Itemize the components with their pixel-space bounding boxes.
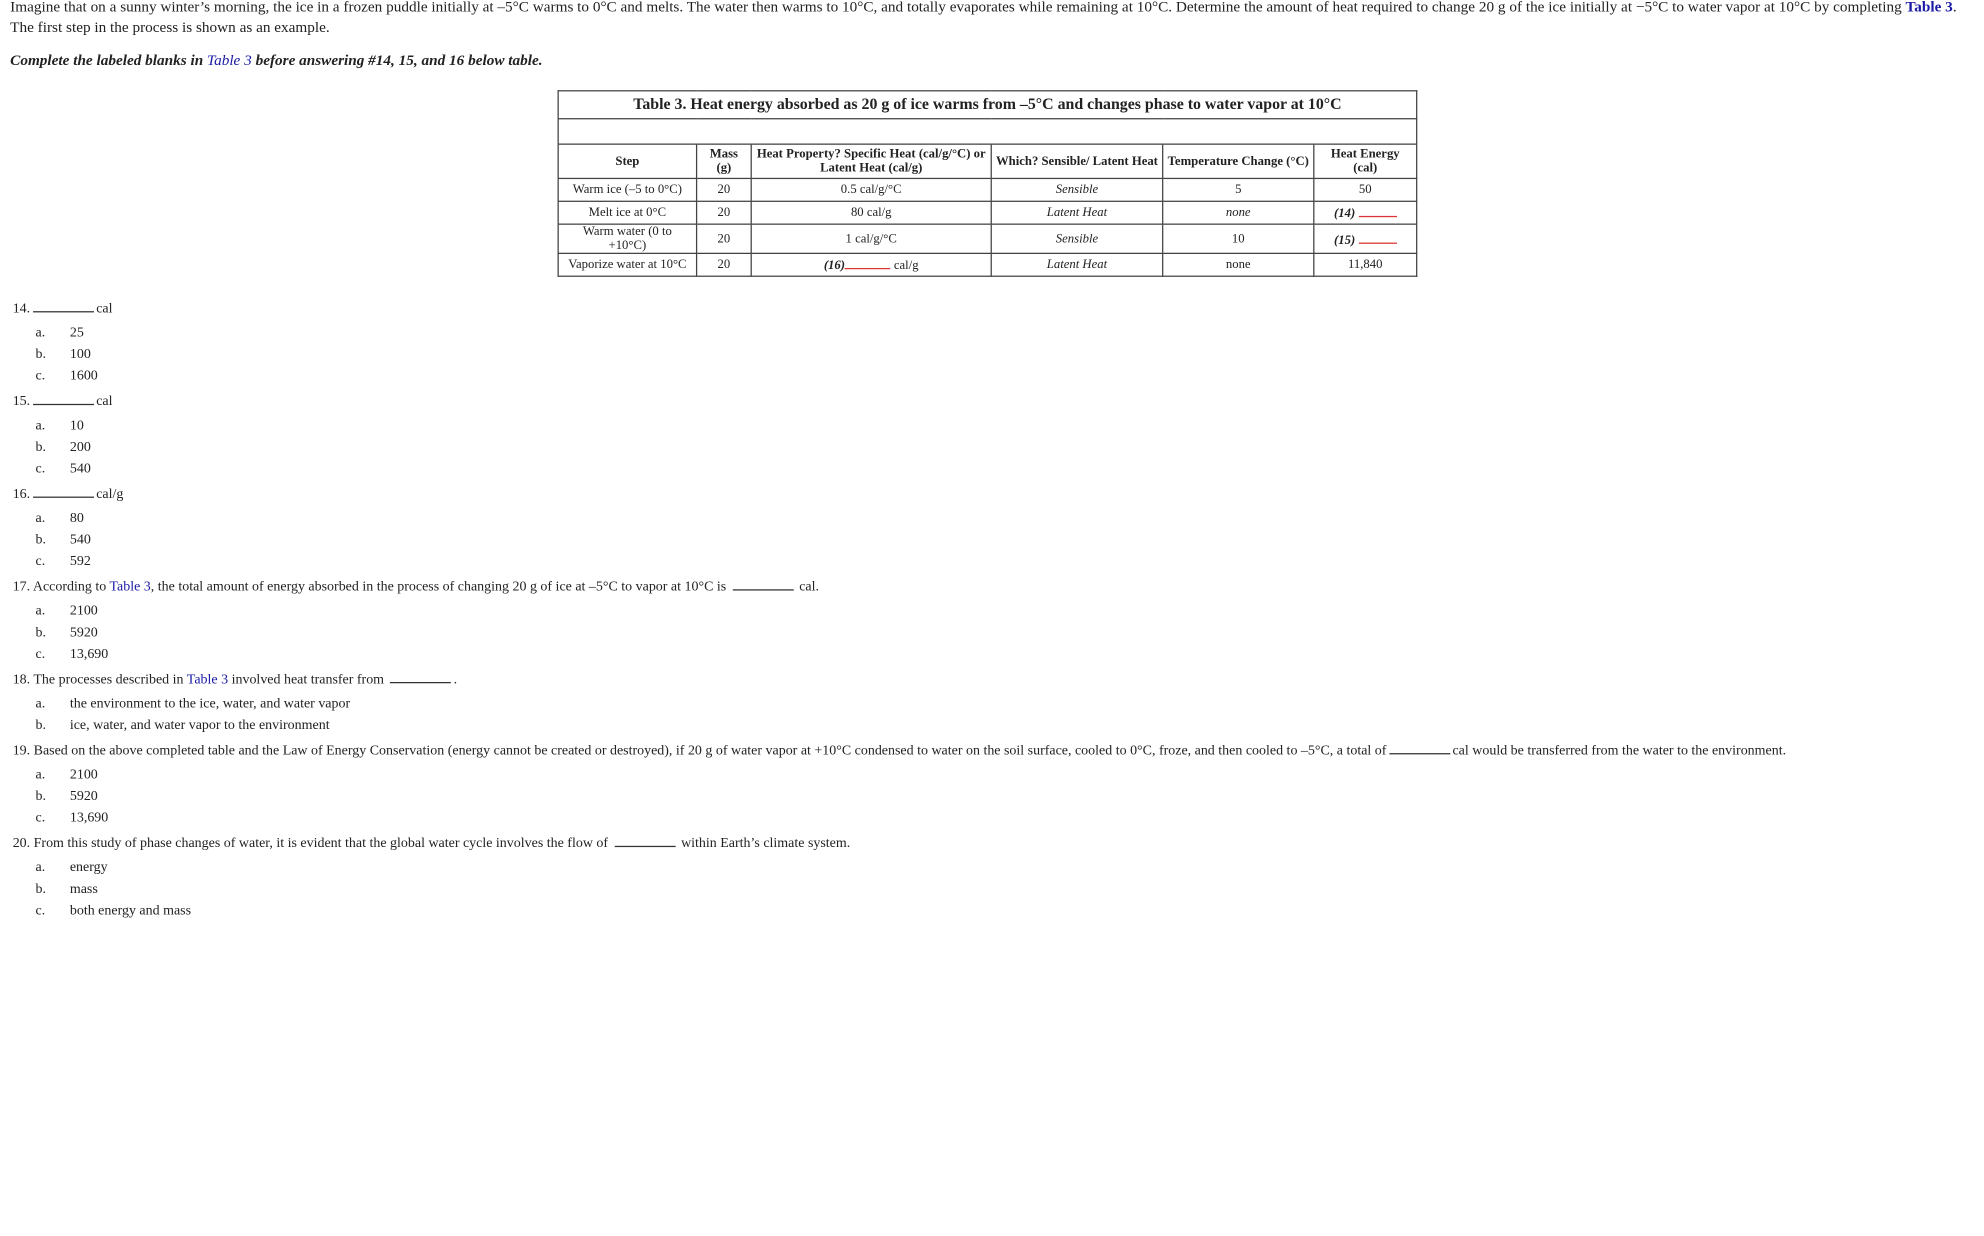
- intro-paragraph: Imagine that on a sunny winter’s morning, the ice in a frozen puddle initially at –5°C warms to 0°C and melts. The water then warms to 10°C, and totally evaporates while remaining at 10°C. Determine the amount of heat required to change 20 g of the ice initially at −5°C to water vapor at 10°C by completing Table 3. The first step in the process is shown as an example.: [10, 0, 1966, 37]
- answer-blank: [33, 485, 94, 498]
- option[interactable]: a. the environment to the ice, water, and water vapor: [35, 695, 351, 712]
- option[interactable]: c. 592: [35, 553, 91, 569]
- option[interactable]: a. 25: [35, 325, 84, 341]
- answer-blank: [390, 671, 451, 684]
- option[interactable]: b. 540: [35, 532, 91, 548]
- col-mass: Mass (g): [697, 144, 752, 178]
- table-row: Warm water (0 to +10°C) 20 1 cal/g/°C Sensible 10 (15): [558, 224, 1417, 253]
- question-16: 16. cal/g: [12, 486, 124, 502]
- blank-14: (14): [1314, 201, 1417, 224]
- answer-line: [845, 257, 891, 270]
- option[interactable]: c. 1600: [35, 368, 98, 384]
- table3-link[interactable]: Table 3: [186, 671, 229, 688]
- option[interactable]: c. 13,690: [35, 810, 109, 826]
- table-row: Vaporize water at 10°C 20 (16) cal/g Latent Heat none 11,840: [558, 253, 1417, 276]
- table-caption: Table 3. Heat energy absorbed as 20 g of ice warms from –5°C and changes phase to water vapor at 10°C: [558, 91, 1417, 119]
- option[interactable]: a. energy: [35, 859, 108, 876]
- option[interactable]: a. 2100: [35, 767, 98, 783]
- option[interactable]: a. 80: [35, 510, 84, 526]
- answer-line: [1358, 204, 1396, 217]
- col-heat-energy: Heat Energy (cal): [1314, 144, 1417, 178]
- blank-16: (16) cal/g: [751, 253, 991, 276]
- table3-link[interactable]: Table 3: [207, 50, 252, 69]
- question-15: 15. cal: [12, 393, 113, 409]
- option[interactable]: b. mass: [35, 881, 98, 897]
- question-14: 14. cal: [12, 300, 113, 317]
- col-step: Step: [558, 144, 696, 178]
- table-blank-row: [558, 119, 1417, 144]
- option[interactable]: b. 5920: [35, 624, 98, 641]
- answer-blank: [33, 300, 94, 313]
- answer-line: [1358, 231, 1396, 244]
- col-heat-property: Heat Property? Specific Heat (cal/g/°C) or Latent Heat (cal/g): [751, 144, 991, 178]
- answer-blank: [732, 578, 793, 591]
- table-header-row: [558, 144, 1417, 178]
- option[interactable]: a. 2100: [35, 603, 98, 619]
- table-row: Melt ice at 0°C 20 80 cal/g Latent Heat none (14): [558, 201, 1417, 224]
- blank-15: (15): [1314, 224, 1417, 253]
- instruction-line: Complete the labeled blanks in Table 3 before answering #14, 15, and 16 below table.: [10, 50, 543, 69]
- option[interactable]: c. 13,690: [35, 646, 109, 662]
- option[interactable]: b. 200: [35, 439, 91, 455]
- table-row: Warm ice (–5 to 0°C) 20 0.5 cal/g/°C Sensible 5 50: [558, 178, 1417, 201]
- option[interactable]: c. both energy and mass: [35, 902, 192, 919]
- option[interactable]: b. 100: [35, 346, 91, 362]
- table3-link[interactable]: Table 3: [1905, 0, 1953, 16]
- table3-link[interactable]: Table 3: [109, 579, 151, 595]
- table-3: [558, 90, 1418, 277]
- question-18: 18. The processes described in Table 3 involved heat transfer from .: [12, 671, 458, 688]
- option[interactable]: c. 540: [35, 461, 91, 477]
- col-which: Which? Sensible/ Latent Heat: [991, 144, 1162, 178]
- questions: [13, 295, 1984, 922]
- col-temp-change: Temperature Change (°C): [1163, 144, 1314, 178]
- option[interactable]: a. 10: [35, 417, 84, 434]
- question-17: 17. According to Table 3, the total amount of energy absorbed in the process of changing 20 g of ice at –5°C to vapor at 10°C is cal.: [12, 579, 820, 595]
- option[interactable]: b. 5920: [35, 788, 98, 804]
- answer-blank: [33, 392, 94, 405]
- answer-blank: [1389, 742, 1450, 755]
- question-19: 19. Based on the above completed table and the Law of Energy Conservation (energy cannot be created or destroyed), if 20 g of water vapor at +10°C condensed to water on the soil surface, cooled to 0°C, froze, and then cooled to –5°C, a total of cal would be transferred from the water to the environment.: [12, 742, 1787, 759]
- answer-blank: [614, 834, 675, 847]
- question-20: 20. From this study of phase changes of water, it is evident that the global water cycle involves the flow of within Earth’s climate system.: [12, 835, 851, 851]
- option[interactable]: b. ice, water, and water vapor to the environment: [35, 717, 330, 733]
